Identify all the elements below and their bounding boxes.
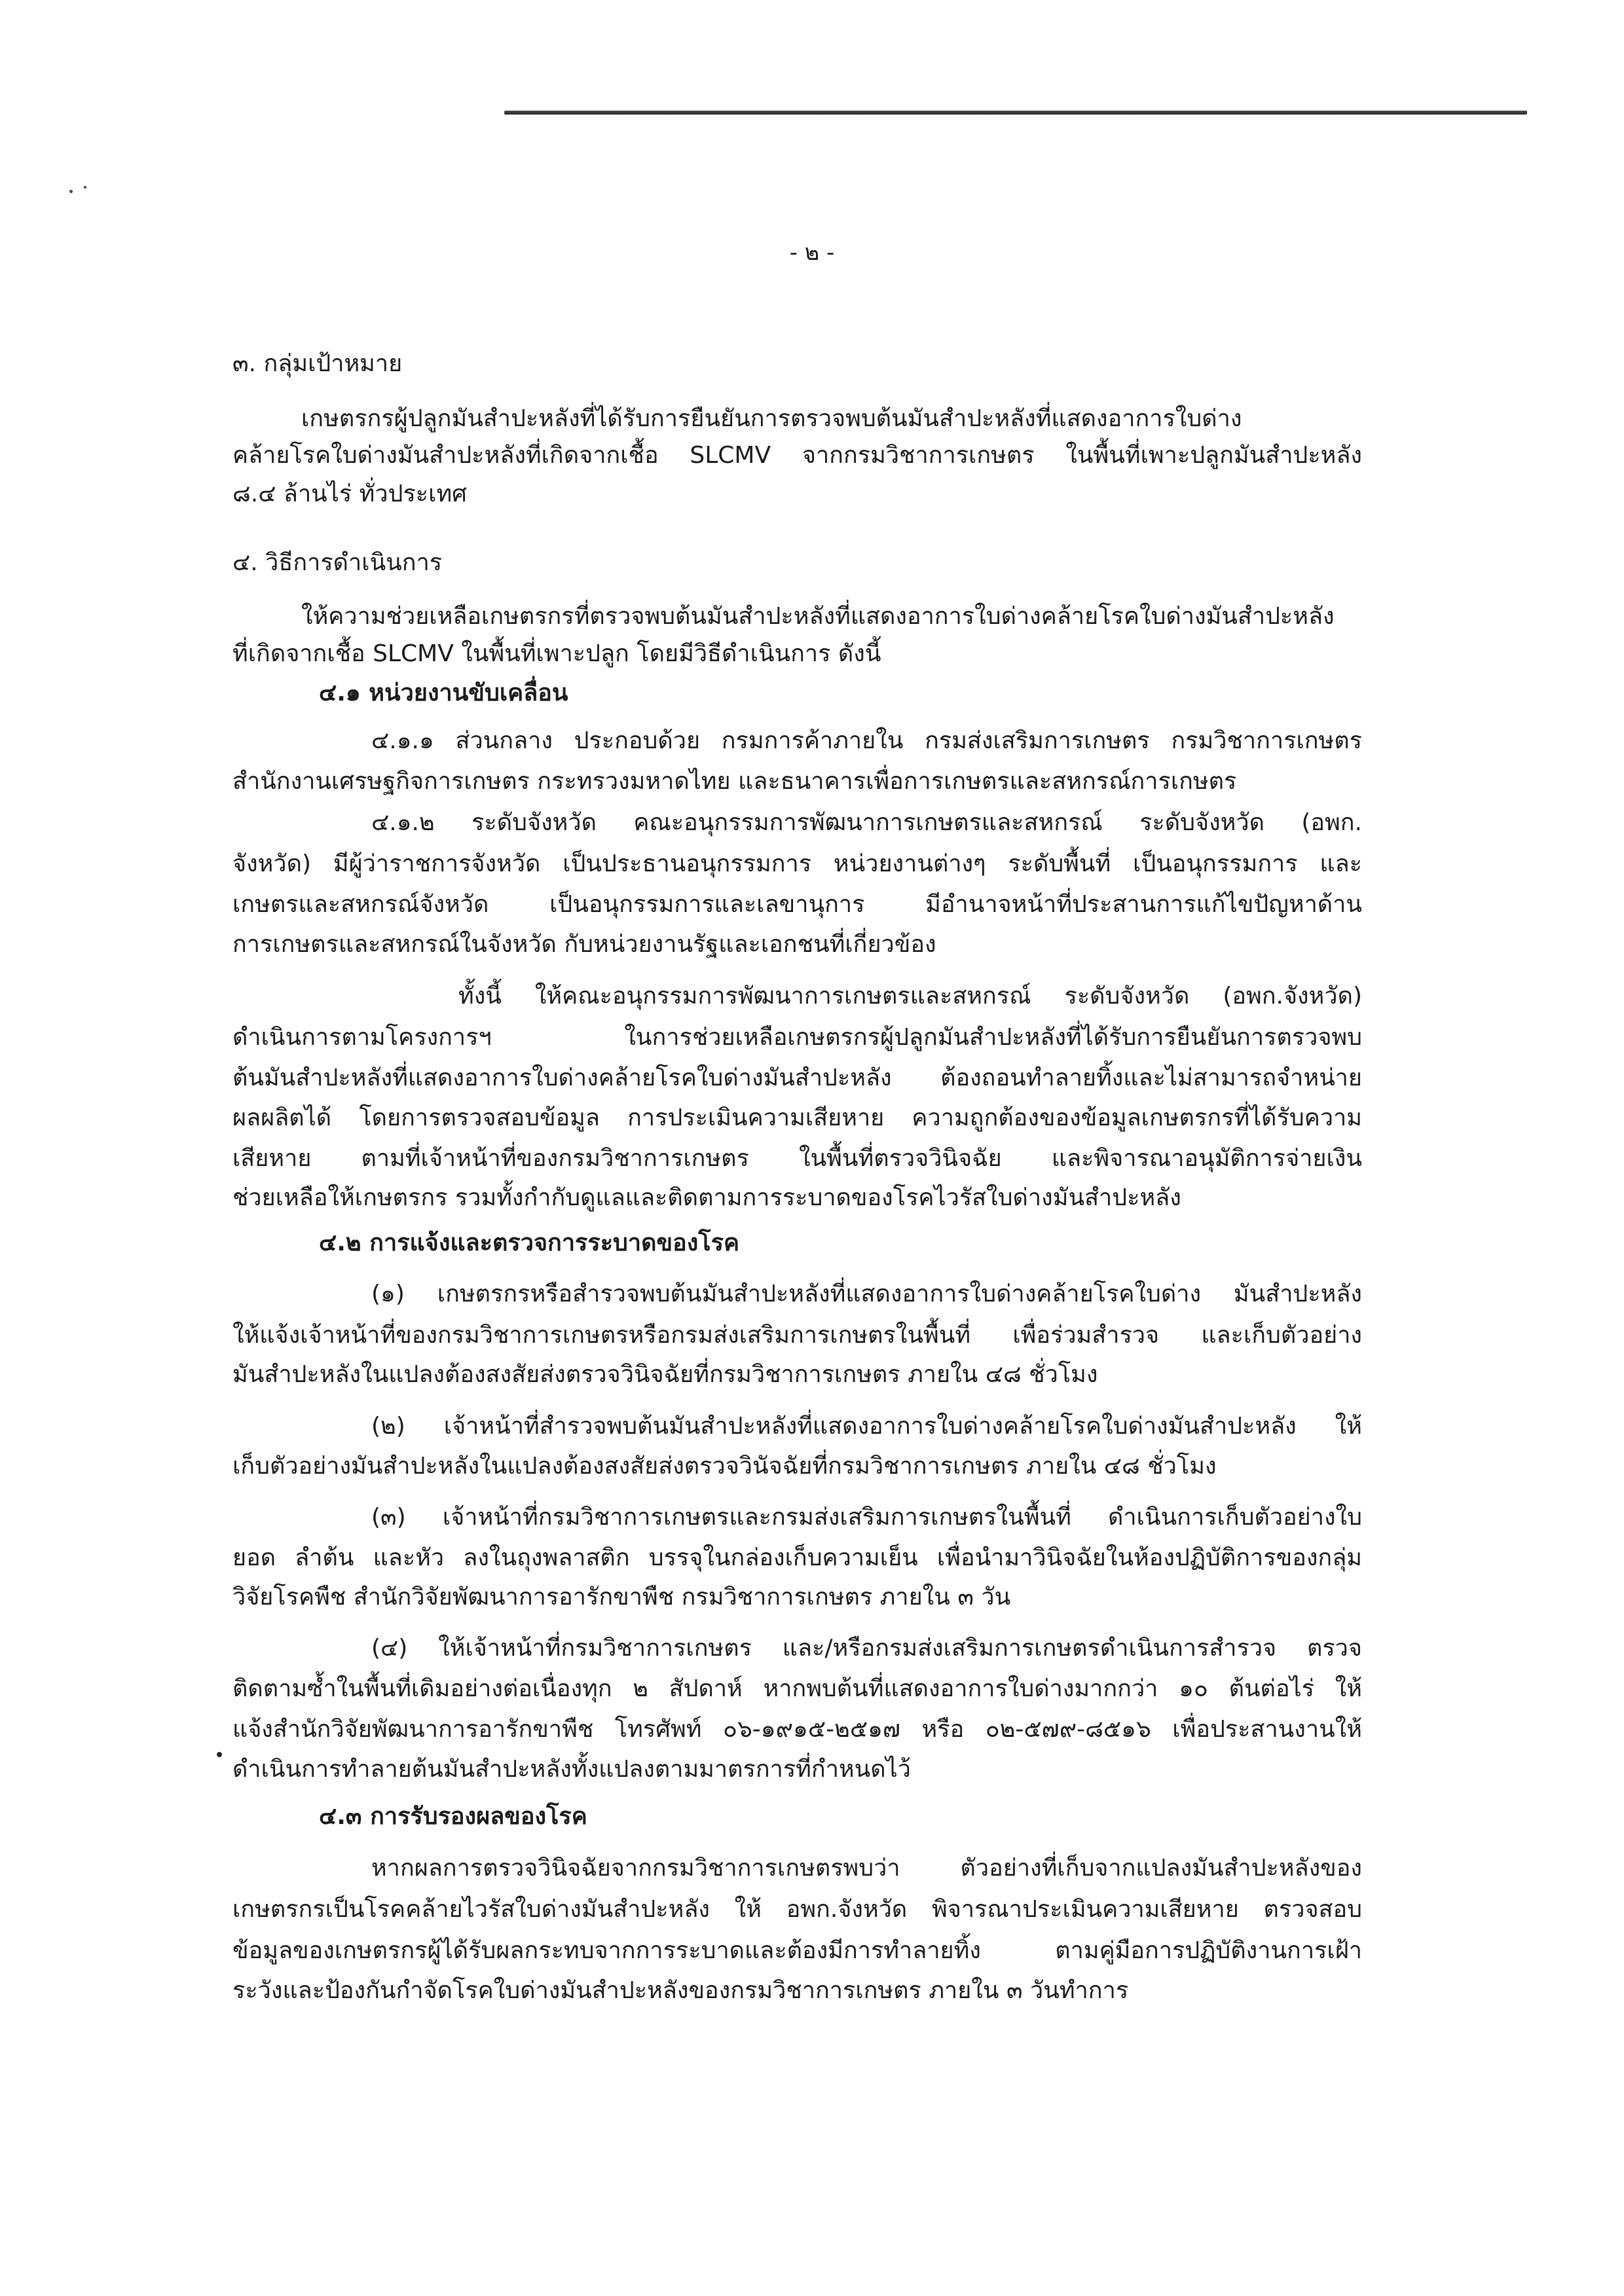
scan-speck (217, 1752, 222, 1757)
subsection-42-heading: ๔.๒ การแจ้งและตรวจการระบาดของโรค (319, 1230, 740, 1256)
item-43-line: เกษตรกรเป็นโรคคล้ายไวรัสใบด่างมันสำปะหลัง ให้ อพก.จังหวัด พิจารณาประเมินความเสียหาย ตรวจสอบ (232, 1896, 1362, 1923)
item-43-line: ระวังและป้องกันกำจัดโรคใบด่างมันสำปะหลังของกรมวิชาการเกษตร ภายใน ๓ วันทำการ (232, 1977, 1129, 2004)
scan-speck (84, 186, 86, 189)
item-42-3-line: วิจัยโรคพืช สำนักวิจัยพัฒนาการอารักขาพืช กรมวิชาการเกษตร ภายใน ๓ วัน (232, 1584, 1011, 1611)
page-number: - ๒ - (789, 240, 835, 266)
note-line: ช่วยเหลือให้เกษตรกร รวมทั้งกำกับดูแลและติดตามการระบาดของโรคไวรัสใบด่างมันสำปะหลัง (232, 1184, 1181, 1211)
note-line: เสียหาย ตามที่เจ้าหน้าที่ของกรมวิชาการเกษตร ในพื้นที่ตรวจวินิจฉัย และพิจารณาอนุมัติการจ่ายเงิน (232, 1145, 1362, 1172)
section3-line: เกษตรกรผู้ปลูกมันสำปะหลังที่ได้รับการยืนยันการตรวจพบต้นมันสำปะหลังที่แสดงอาการใบด่าง (301, 405, 1242, 432)
item-42-1-line: ให้แจ้งเจ้าหน้าที่ของกรมวิชาการเกษตรหรือกรมส่งเสริมการเกษตรในพื้นที่ เพื่อร่วมสำรวจ และเก็บตัวอย่าง (232, 1322, 1362, 1349)
note-line: ดำเนินการตามโครงการฯ ในการช่วยเหลือเกษตรกรผู้ปลูกมันสำปะหลังที่ได้รับการยืนยันการตรวจพบ (232, 1024, 1362, 1051)
item-412-line: เกษตรและสหกรณ์จังหวัด เป็นอนุกรรมการและเลขานุการ มีอำนาจหน้าที่ประสานการแก้ไขปัญหาด้าน (232, 891, 1362, 918)
item-42-3-line: (๓) เจ้าหน้าที่กรมวิชาการเกษตรและกรมส่งเสริมการเกษตรในพื้นที่ ดำเนินการเก็บตัวอย่างใบ (371, 1504, 1362, 1531)
section3-heading: ๓. กลุ่มเป้าหมาย (232, 350, 403, 377)
item-42-4-line: ติดตามซ้ำในพื้นที่เดิมอย่างต่อเนื่องทุก ๒ สัปดาห์ หากพบต้นที่แสดงอาการใบด่างมากกว่า ๑๐ ต้นต่อไร่ ให้ (232, 1675, 1362, 1702)
item-42-3-line: ยอด ลำต้น และหัว ลงในถุงพลาสติก บรรจุในกล่องเก็บความเย็น เพื่อนำมาวินิจฉัยในห้องปฏิบัติการของกลุ่ม (232, 1544, 1362, 1571)
item-43-line: หากผลการตรวจวินิจฉัยจากกรมวิชาการเกษตรพบว่า ตัวอย่างที่เก็บจากแปลงมันสำปะหลังของ (371, 1855, 1362, 1882)
item-42-4-line: แจ้งสำนักวิจัยพัฒนาการอารักขาพืช โทรศัพท์ ๐๖-๑๙๑๕-๒๕๑๗ หรือ ๐๒-๕๗๙-๘๕๑๖ เพื่อประสานงานให้ (232, 1716, 1362, 1743)
item-412-line: การเกษตรและสหกรณ์ในจังหวัด กับหน่วยงานรัฐและเอกชนที่เกี่ยวข้อง (232, 931, 936, 958)
item-42-1-line: (๑) เกษตรกรหรือสำรวจพบต้นมันสำปะหลังที่แสดงอาการใบด่างคล้ายโรคใบด่าง มันสำปะหลัง (371, 1281, 1362, 1307)
header-rule (504, 111, 1527, 115)
note-line: ต้นมันสำปะหลังที่แสดงอาการใบด่างคล้ายโรคใบด่างมันสำปะหลัง ต้องถอนทำลายทิ้งและไม่สามารถจำหน่าย (232, 1065, 1362, 1091)
item-412-line: จังหวัด) มีผู้ว่าราชการจังหวัด เป็นประธานอนุกรรมการ หน่วยงานต่างๆ ระดับพื้นที่ เป็นอนุกรรมการ และ (232, 850, 1362, 877)
note-line: ผลผลิตได้ โดยการตรวจสอบข้อมูล การประเมินความเสียหาย ความถูกต้องของข้อมูลเกษตรกรที่ได้รับความ (232, 1104, 1362, 1131)
item-412-line: ๔.๑.๒ ระดับจังหวัด คณะอนุกรรมการพัฒนาการเกษตรและสหกรณ์ ระดับจังหวัด (อพก. (371, 809, 1362, 836)
subsection-41-heading: ๔.๑ หน่วยงานขับเคลื่อน (319, 680, 568, 706)
item-42-4-line: (๔) ให้เจ้าหน้าที่กรมวิชาการเกษตร และ/หรือกรมส่งเสริมการเกษตรดำเนินการสำรวจ ตรวจ (371, 1635, 1362, 1662)
section4-intro-line: ให้ความช่วยเหลือเกษตรกรที่ตรวจพบต้นมันสำปะหลังที่แสดงอาการใบด่างคล้ายโรคใบด่างมันสำปะหลัง (301, 603, 1335, 630)
scan-speck (69, 190, 73, 193)
subsection-43-heading: ๔.๓ การรับรองผลของโรค (319, 1803, 587, 1830)
item-43-line: ข้อมูลของเกษตรกรผู้ได้รับผลกระทบจากการระบาดและต้องมีการทำลายทิ้ง ตามคู่มือการปฏิบัติงานการเฝ้า (232, 1937, 1362, 1964)
item-42-4-line: ดำเนินการทำลายต้นมันสำปะหลังทั้งแปลงตามมาตรการที่กำหนดไว้ (232, 1756, 911, 1783)
item-411-line: สำนักงานเศรษฐกิจการเกษตร กระทรวงมหาดไทย และธนาคารเพื่อการเกษตรและสหกรณ์การเกษตร (232, 768, 1237, 795)
section3-line: ๘.๔ ล้านไร่ ทั่วประเทศ (232, 481, 468, 507)
item-42-2-line: เก็บตัวอย่างมันสำปะหลังในแปลงต้องสงสัยส่งตรวจวินัจฉัยที่กรมวิชาการเกษตร ภายใน ๔๘ ชั่วโมง (232, 1453, 1217, 1480)
section4-heading: ๔. วิธีการดำเนินการ (232, 549, 443, 576)
item-42-1-line: มันสำปะหลังในแปลงต้องสงสัยส่งตรวจวินิจฉัยที่กรมวิชาการเกษตร ภายใน ๔๘ ชั่วโมง (232, 1361, 1098, 1388)
section4-intro-line: ที่เกิดจากเชื้อ SLCMV ในพื้นที่เพาะปลูก โดยมีวิธีดำเนินการ ดังนี้ (232, 640, 881, 667)
note-line: ทั้งนี้ ให้คณะอนุกรรมการพัฒนาการเกษตรและสหกรณ์ ระดับจังหวัด (อพก.จังหวัด) (458, 983, 1362, 1010)
section3-line: คล้ายโรคใบด่างมันสำปะหลังที่เกิดจากเชื้อ SLCMV จากกรมวิชาการเกษตร ในพื้นที่เพาะปลูกมันสำปะหลัง (232, 442, 1362, 469)
item-42-2-line: (๒) เจ้าหน้าที่สำรวจพบต้นมันสำปะหลังที่แสดงอาการใบด่างคล้ายโรคใบด่างมันสำปะหลัง ให้ (371, 1413, 1362, 1440)
item-411-line: ๔.๑.๑ ส่วนกลาง ประกอบด้วย กรมการค้าภายใน กรมส่งเสริมการเกษตร กรมวิชาการเกษตร (371, 727, 1362, 754)
